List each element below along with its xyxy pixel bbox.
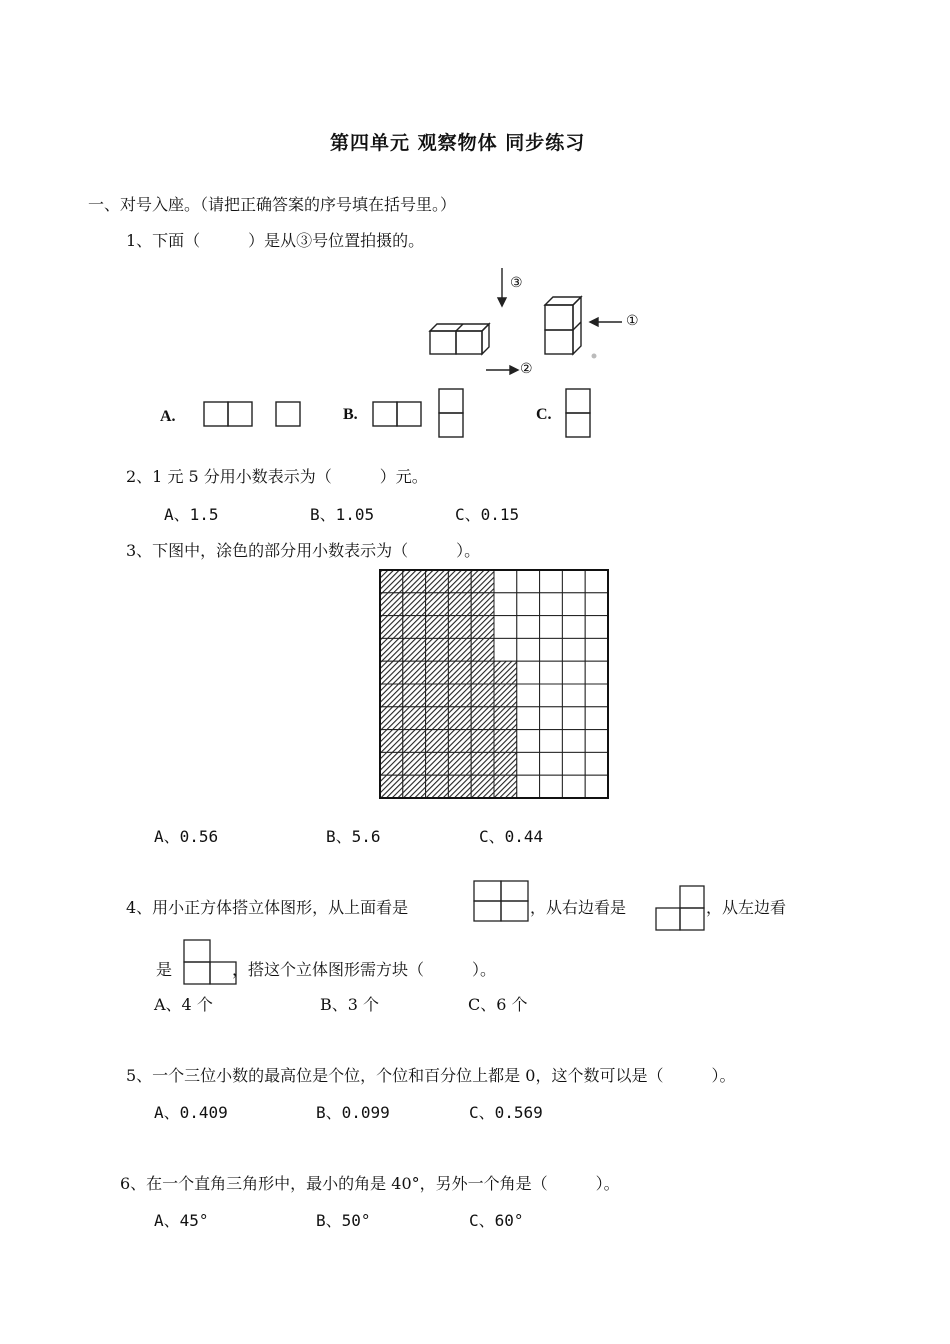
grid-cell-shaded [403, 730, 426, 753]
grid-cell-shaded [426, 638, 449, 661]
grid-cell-shaded [448, 638, 471, 661]
q4-part2: ，从右边看是 [530, 898, 627, 917]
grid-cell-shaded [426, 593, 449, 616]
q3-hundred-grid [378, 568, 610, 800]
grid-cell [540, 661, 563, 684]
q1-option-c: C. [536, 406, 552, 423]
grid-cell-shaded [403, 570, 426, 593]
grid-cell-shaded [380, 570, 403, 593]
arrow-label-2: ② [520, 361, 533, 377]
grid-cell [540, 730, 563, 753]
grid-cell-shaded [494, 775, 517, 798]
q3-option-a: A、0.56 [154, 827, 219, 846]
q4-top-view-icon [473, 880, 529, 924]
grid-cell [540, 638, 563, 661]
q6-option-a: A、45° [154, 1211, 209, 1230]
grid-cell [585, 570, 608, 593]
q1-cube-figure [0, 0, 950, 460]
grid-cell [562, 707, 585, 730]
grid-cell [517, 775, 540, 798]
grid-cell-shaded [448, 570, 471, 593]
page-title: 第四单元 观察物体 同步练习 [330, 132, 586, 154]
grid-cell [585, 775, 608, 798]
grid-cell-shaded [494, 707, 517, 730]
grid-cell [517, 707, 540, 730]
q4-option-b: B、3 个 [320, 995, 380, 1014]
grid-cell [540, 684, 563, 707]
grid-cell [585, 684, 608, 707]
q4-left-view-icon [183, 939, 239, 985]
grid-cell-shaded [403, 684, 426, 707]
grid-cell-shaded [403, 752, 426, 775]
grid-cell [540, 570, 563, 593]
grid-cell-shaded [380, 707, 403, 730]
q5-text: 5、一个三位小数的最高位是个位，个位和百分位上都是 0，这个数可以是（ ）。 [126, 1066, 736, 1085]
grid-cell-shaded [403, 775, 426, 798]
q5-option-c: C、0.569 [469, 1103, 543, 1122]
grid-cell-shaded [380, 593, 403, 616]
grid-cell-shaded [448, 684, 471, 707]
grid-cell-shaded [403, 638, 426, 661]
grid-cell [517, 570, 540, 593]
grid-cell [562, 684, 585, 707]
grid-cell [562, 661, 585, 684]
grid-cell-shaded [471, 707, 494, 730]
q3-text: 3、下图中，涂色的部分用小数表示为（ ）。 [126, 541, 481, 560]
grid-cell [562, 570, 585, 593]
grid-cell [494, 616, 517, 639]
grid-cell-shaded [380, 661, 403, 684]
grid-cell-shaded [448, 616, 471, 639]
grid-cell-shaded [426, 684, 449, 707]
grid-cell-shaded [494, 730, 517, 753]
q2-option-b: B、1.05 [310, 505, 375, 524]
grid-cell-shaded [403, 707, 426, 730]
grid-cell-shaded [471, 775, 494, 798]
grid-cell [562, 730, 585, 753]
grid-cell-shaded [494, 661, 517, 684]
grid-cell-shaded [471, 616, 494, 639]
grid-cell-shaded [403, 661, 426, 684]
q4-option-c: C、6 个 [468, 995, 528, 1014]
q1-option-a: A. [160, 408, 176, 425]
grid-cell-shaded [380, 638, 403, 661]
grid-cell [517, 593, 540, 616]
grid-cell [494, 638, 517, 661]
grid-cell [494, 593, 517, 616]
grid-cell-shaded [448, 730, 471, 753]
grid-cell [540, 752, 563, 775]
grid-cell [494, 570, 517, 593]
grid-cell [585, 730, 608, 753]
grid-cell [517, 616, 540, 639]
grid-cell-shaded [403, 593, 426, 616]
grid-cell [517, 684, 540, 707]
grid-cell-shaded [426, 661, 449, 684]
q4-option-a: A、4 个 [154, 995, 213, 1014]
grid-cell-shaded [448, 661, 471, 684]
q4-part4: 是 [156, 960, 173, 979]
grid-cell-shaded [403, 616, 426, 639]
grid-cell [540, 593, 563, 616]
grid-cell [540, 775, 563, 798]
q2-text: 2、1 元 5 分用小数表示为（ ）元。 [126, 467, 428, 486]
grid-cell-shaded [471, 593, 494, 616]
grid-cell [585, 638, 608, 661]
grid-cell [562, 638, 585, 661]
grid-cell-shaded [471, 661, 494, 684]
q3-option-c: C、0.44 [479, 827, 544, 846]
q5-option-b: B、0.099 [316, 1103, 390, 1122]
grid-cell [540, 616, 563, 639]
grid-cell-shaded [380, 752, 403, 775]
grid-cell-shaded [426, 707, 449, 730]
grid-cell [585, 661, 608, 684]
q6-option-b: B、50° [316, 1211, 371, 1230]
q4-part5: ，搭这个立体图形需方块（ ）。 [232, 960, 497, 979]
grid-cell-shaded [426, 752, 449, 775]
grid-cell-shaded [448, 775, 471, 798]
grid-cell-shaded [426, 570, 449, 593]
grid-cell-shaded [426, 730, 449, 753]
grid-cell [517, 661, 540, 684]
grid-cell-shaded [448, 593, 471, 616]
grid-cell [562, 616, 585, 639]
grid-cell-shaded [471, 638, 494, 661]
grid-cell-shaded [448, 752, 471, 775]
section-heading: 一、对号入座。（请把正确答案的序号填在括号里。） [88, 195, 457, 214]
q1-text: 1、下面（ ）是从③号位置拍摄的。 [126, 231, 425, 250]
grid-cell-shaded [448, 707, 471, 730]
grid-cell [562, 752, 585, 775]
grid-cell-shaded [471, 570, 494, 593]
grid-cell-shaded [471, 684, 494, 707]
grid-cell [517, 752, 540, 775]
grid-cell [517, 730, 540, 753]
grid-cell-shaded [471, 752, 494, 775]
grid-cell-shaded [380, 684, 403, 707]
grid-cell-shaded [426, 616, 449, 639]
grid-cell [562, 593, 585, 616]
grid-cell-shaded [380, 616, 403, 639]
q2-option-c: C、0.15 [455, 505, 520, 524]
grid-cell [585, 593, 608, 616]
grid-cell-shaded [494, 752, 517, 775]
grid-cell-shaded [494, 684, 517, 707]
grid-cell-shaded [380, 730, 403, 753]
grid-cell-shaded [380, 775, 403, 798]
grid-cell [585, 707, 608, 730]
q2-option-a: A、1.5 [164, 505, 219, 524]
q3-option-b: B、5.6 [326, 827, 381, 846]
grid-cell [517, 638, 540, 661]
grid-cell [585, 752, 608, 775]
q4-right-view-icon [655, 885, 707, 931]
grid-cell-shaded [426, 775, 449, 798]
arrow-label-1: ① [626, 313, 639, 329]
grid-cell-shaded [471, 730, 494, 753]
q4-part3: ，从左边看 [706, 898, 787, 917]
grid-cell [562, 775, 585, 798]
q1-option-b: B. [343, 406, 358, 423]
q4-part1: 4、用小正方体搭立体图形，从上面看是 [126, 898, 409, 917]
grid-cell [540, 707, 563, 730]
q6-option-c: C、60° [469, 1211, 524, 1230]
q6-text: 6、在一个直角三角形中，最小的角是 40°，另外一个角是（ ）。 [120, 1174, 620, 1193]
grid-cell [585, 616, 608, 639]
q5-option-a: A、0.409 [154, 1103, 228, 1122]
arrow-label-3: ③ [510, 275, 523, 291]
